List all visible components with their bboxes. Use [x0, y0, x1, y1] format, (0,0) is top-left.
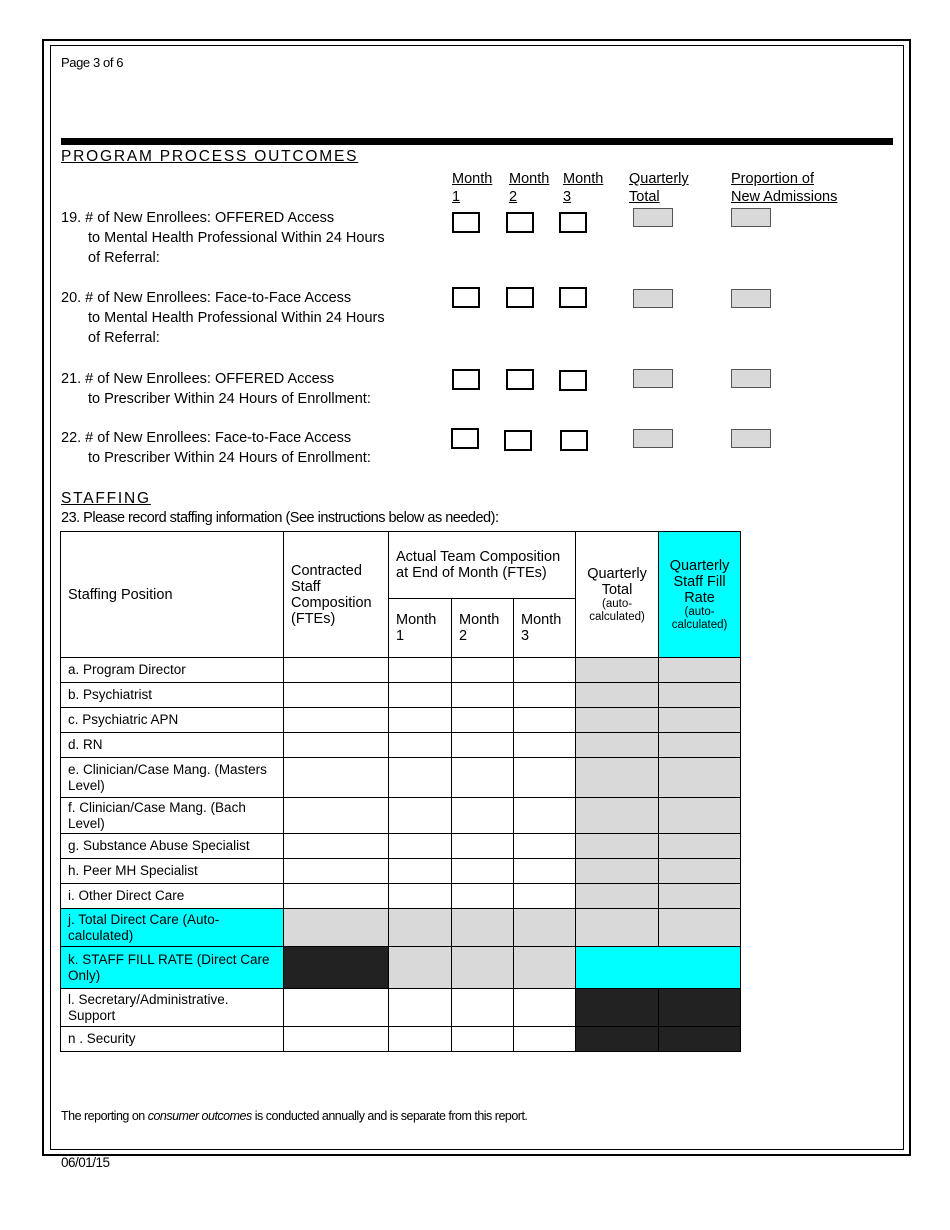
staff-row-h — [61, 859, 741, 884]
q22-month3-input[interactable] — [560, 430, 588, 451]
total-quarterly-cell — [576, 909, 659, 947]
q22-proportion — [731, 429, 771, 448]
header-staffing-position: Staffing Position — [61, 532, 284, 658]
quarterly-total-cell — [576, 733, 659, 758]
month3-cell[interactable] — [514, 798, 576, 834]
q21-month2-input[interactable] — [506, 369, 534, 390]
header-actual-team: Actual Team Composition at End of Month (FTEs) — [389, 532, 576, 599]
fill-rate-month3-cell — [514, 947, 576, 989]
footer-note: The reporting on consumer outcomes is conducted annually and is separate from this report. — [61, 1109, 528, 1123]
quarterly-total-cell — [576, 658, 659, 683]
total-fill-rate-cell — [659, 909, 741, 947]
q20-month1-input[interactable] — [452, 287, 480, 308]
quarterly-total-cell — [576, 884, 659, 909]
staff-row-a — [61, 658, 741, 683]
row-label: e. Clinician/Case Mang. (Masters Level) — [61, 758, 284, 798]
q22-month2-input[interactable] — [504, 430, 532, 451]
month3-cell[interactable] — [514, 884, 576, 909]
staffing-table — [60, 531, 741, 1052]
fill-rate-cell — [659, 683, 741, 708]
fill-rate-contracted-cell — [284, 947, 389, 989]
q21-quarterly-total — [633, 369, 673, 388]
fill-rate-month1-cell — [389, 947, 452, 989]
quarterly-total-cell — [576, 683, 659, 708]
fill-rate-quarterly-cell — [576, 947, 741, 989]
month2-cell[interactable] — [452, 884, 514, 909]
row-label: b. Psychiatrist — [61, 683, 284, 708]
contracted-cell[interactable] — [284, 798, 389, 834]
row-label: n . Security — [61, 1027, 284, 1052]
staff-row-d — [61, 733, 741, 758]
fill-rate-cell — [659, 658, 741, 683]
staff-fill-rate-row — [61, 947, 741, 989]
total-direct-care-row — [61, 909, 741, 947]
month2-cell[interactable] — [452, 859, 514, 884]
total-month1-cell — [389, 909, 452, 947]
fill-rate-cell — [659, 733, 741, 758]
staff-row-n — [61, 1027, 741, 1052]
section-title-program-process: PROGRAM PROCESS OUTCOMES — [61, 148, 359, 165]
month2-cell[interactable] — [452, 989, 514, 1027]
month2-cell[interactable] — [452, 1027, 514, 1052]
question-21: 21. # of New Enrollees: OFFERED Access to Prescriber Within 24 Hours of Enrollment: — [61, 371, 371, 407]
fill-rate-cell — [659, 798, 741, 834]
question-20: 20. # of New Enrollees: Face-to-Face Access to Mental Health Professional Within 24 Hours of Referral: — [61, 290, 385, 346]
q19-month2-input[interactable] — [506, 212, 534, 233]
section-divider — [61, 138, 893, 145]
staffing-instruction: 23. Please record staffing information (See instructions below as needed): — [61, 510, 499, 526]
contracted-cell[interactable] — [284, 758, 389, 798]
q19-month3-input[interactable] — [559, 212, 587, 233]
row-label: f. Clinician/Case Mang. (Bach Level) — [61, 798, 284, 834]
row-label: l. Secretary/Administrative. Support — [61, 989, 284, 1027]
month1-cell[interactable] — [389, 798, 452, 834]
month2-cell[interactable] — [452, 834, 514, 859]
month3-cell[interactable] — [514, 733, 576, 758]
month1-cell[interactable] — [389, 1027, 452, 1052]
quarterly-total-cell — [576, 798, 659, 834]
header-month3: Month 3 — [514, 599, 576, 658]
month2-cell[interactable] — [452, 733, 514, 758]
row-label: c. Psychiatric APN — [61, 708, 284, 733]
q19-month1-input[interactable] — [452, 212, 480, 233]
q20-proportion — [731, 289, 771, 308]
total-month2-cell — [452, 909, 514, 947]
contracted-cell[interactable] — [284, 834, 389, 859]
quarterly-total-cell — [576, 989, 659, 1027]
contracted-cell[interactable] — [284, 884, 389, 909]
page-number: Page 3 of 6 — [61, 55, 124, 70]
month1-cell[interactable] — [389, 859, 452, 884]
contracted-cell[interactable] — [284, 708, 389, 733]
staff-row-b — [61, 683, 741, 708]
q19-quarterly-total — [633, 208, 673, 227]
q22-month1-input[interactable] — [451, 428, 479, 449]
fill-rate-month2-cell — [452, 947, 514, 989]
quarterly-total-cell — [576, 758, 659, 798]
month1-cell[interactable] — [389, 658, 452, 683]
section-title-staffing: STAFFING — [61, 490, 151, 507]
contracted-cell[interactable] — [284, 989, 389, 1027]
q20-month2-input[interactable] — [506, 287, 534, 308]
fill-rate-cell — [659, 708, 741, 733]
col-header-month2: Month 2 — [509, 171, 550, 205]
month1-cell[interactable] — [389, 989, 452, 1027]
month3-cell[interactable] — [514, 683, 576, 708]
contracted-cell[interactable] — [284, 683, 389, 708]
month3-cell[interactable] — [514, 834, 576, 859]
fill-rate-cell — [659, 834, 741, 859]
document-date: 06/01/15 — [61, 1155, 110, 1170]
month3-cell[interactable] — [514, 758, 576, 798]
q21-proportion — [731, 369, 771, 388]
question-22: 22. # of New Enrollees: Face-to-Face Access to Prescriber Within 24 Hours of Enrollment: — [61, 430, 371, 466]
month3-cell[interactable] — [514, 708, 576, 733]
month1-cell[interactable] — [389, 683, 452, 708]
col-header-month3: Month 3 — [563, 171, 604, 205]
total-direct-care-label: j. Total Direct Care (Auto-calculated) — [61, 909, 284, 947]
month2-cell[interactable] — [452, 798, 514, 834]
row-label: d. RN — [61, 733, 284, 758]
fill-rate-cell — [659, 859, 741, 884]
q21-month3-input[interactable] — [559, 370, 587, 391]
col-header-month1: Month 1 — [452, 171, 493, 205]
staff-row-e — [61, 758, 741, 798]
month1-cell[interactable] — [389, 758, 452, 798]
month1-cell[interactable] — [389, 708, 452, 733]
month2-cell[interactable] — [452, 758, 514, 798]
q20-quarterly-total — [633, 289, 673, 308]
total-month3-cell — [514, 909, 576, 947]
fill-rate-cell — [659, 884, 741, 909]
header-contracted: Contracted Staff Composition (FTEs) — [284, 532, 389, 658]
q20-month3-input[interactable] — [559, 287, 587, 308]
quarterly-total-cell — [576, 834, 659, 859]
row-label: g. Substance Abuse Specialist — [61, 834, 284, 859]
q21-month1-input[interactable] — [452, 369, 480, 390]
staff-row-c — [61, 708, 741, 733]
total-contracted-cell — [284, 909, 389, 947]
month2-cell[interactable] — [452, 683, 514, 708]
staff-row-g — [61, 834, 741, 859]
q19-proportion — [731, 208, 771, 227]
row-label: h. Peer MH Specialist — [61, 859, 284, 884]
staff-row-f — [61, 798, 741, 834]
staff-fill-rate-label: k. STAFF FILL RATE (Direct Care Only) — [61, 947, 284, 989]
month2-cell[interactable] — [452, 708, 514, 733]
month3-cell[interactable] — [514, 859, 576, 884]
fill-rate-cell — [659, 989, 741, 1027]
staff-row-l — [61, 989, 741, 1027]
row-label: a. Program Director — [61, 658, 284, 683]
row-label: i. Other Direct Care — [61, 884, 284, 909]
header-month1: Month 1 — [389, 599, 452, 658]
contracted-cell[interactable] — [284, 1027, 389, 1052]
month1-cell[interactable] — [389, 733, 452, 758]
month3-cell[interactable] — [514, 1027, 576, 1052]
contracted-cell[interactable] — [284, 658, 389, 683]
header-fill-rate: Quarterly Staff Fill Rate (auto-calculated) — [659, 532, 741, 658]
contracted-cell[interactable] — [284, 733, 389, 758]
question-19: 19. # of New Enrollees: OFFERED Access to Mental Health Professional Within 24 Hours of Referral: — [61, 210, 385, 266]
fill-rate-cell — [659, 758, 741, 798]
header-month2: Month 2 — [452, 599, 514, 658]
staff-row-i — [61, 884, 741, 909]
q22-quarterly-total — [633, 429, 673, 448]
month3-cell[interactable] — [514, 658, 576, 683]
col-header-proportion: Proportion of New Admissions — [731, 171, 838, 205]
fill-rate-cell — [659, 1027, 741, 1052]
month1-cell[interactable] — [389, 834, 452, 859]
quarterly-total-cell — [576, 1027, 659, 1052]
contracted-cell[interactable] — [284, 859, 389, 884]
quarterly-total-cell — [576, 859, 659, 884]
header-quarterly-total: Quarterly Total (auto-calculated) — [576, 532, 659, 658]
quarterly-total-cell — [576, 708, 659, 733]
col-header-quarterly-total: Quarterly Total — [629, 171, 689, 205]
month1-cell[interactable] — [389, 884, 452, 909]
month3-cell[interactable] — [514, 989, 576, 1027]
month2-cell[interactable] — [452, 658, 514, 683]
